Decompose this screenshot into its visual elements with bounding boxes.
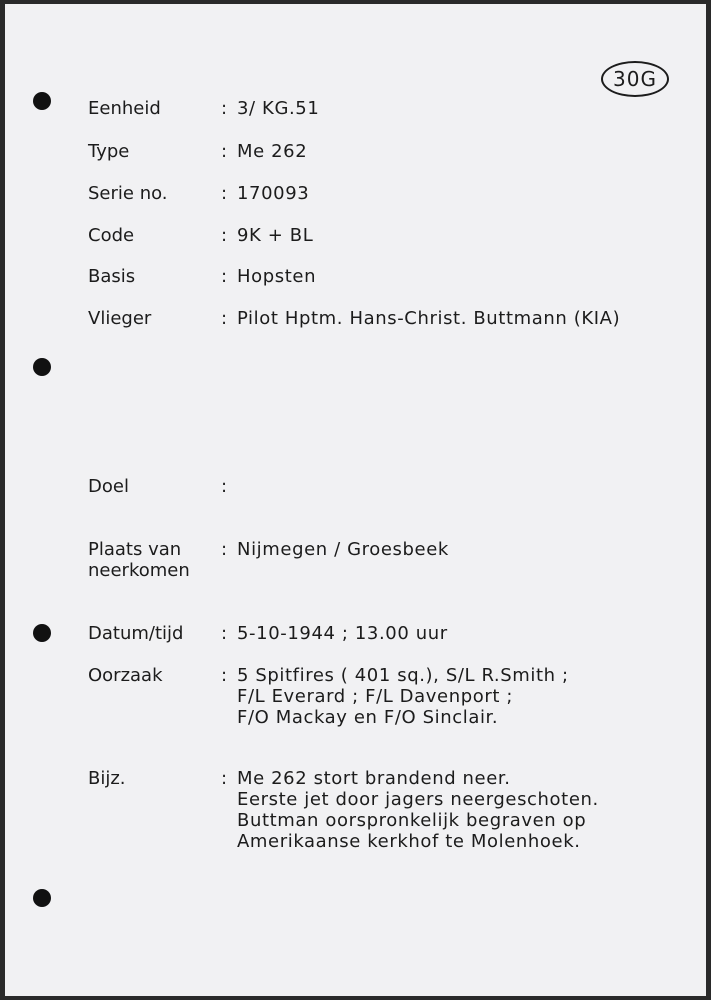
field-value [237, 665, 697, 728]
field-label: Serie no. [88, 183, 168, 204]
field-label: Basis [88, 266, 136, 287]
field-value: Nijmegen / Groesbeek [237, 539, 449, 560]
field-colon: : [221, 308, 228, 329]
field-label: Datum/tijd [88, 623, 184, 644]
field-label [88, 539, 213, 581]
field-label: Code [88, 225, 135, 246]
field-colon: : [221, 183, 228, 204]
field-value-line: Me 262 stort brandend neer. [237, 768, 511, 789]
field-value: 5-10-1944 ; 13.00 uur [237, 623, 448, 644]
field-value: 3/ KG.51 [237, 98, 320, 119]
reference-number: 30G [601, 61, 669, 97]
field-colon: : [221, 141, 228, 162]
field-value: Hopsten [237, 266, 317, 287]
field-value: Me 262 [237, 141, 308, 162]
field-value-line: Buttman oorspronkelijk begraven op [237, 810, 587, 831]
field-colon: : [221, 665, 228, 686]
field-label: Oorzaak [88, 665, 163, 686]
punch-hole [33, 92, 51, 110]
field-value-line: Eerste jet door jagers neergeschoten. [237, 789, 599, 810]
field-value-line: 5 Spitfires ( 401 sq.), S/L R.Smith ; [237, 665, 569, 686]
field-colon: : [221, 768, 228, 789]
field-value-line: F/O Mackay en F/O Sinclair. [237, 707, 499, 728]
field-value: 170093 [237, 183, 310, 204]
field-colon: : [221, 623, 228, 644]
field-label-line: neerkomen [88, 560, 190, 581]
document-page [5, 4, 706, 996]
field-label-line: Plaats van [88, 539, 182, 560]
field-value: 9K + BL [237, 225, 314, 246]
field-value: Pilot Hptm. Hans-Christ. Buttmann (KIA) [237, 308, 621, 329]
field-label: Bijz. [88, 768, 126, 789]
field-label: Vlieger [88, 308, 152, 329]
field-value-line: Amerikaanse kerkhof te Molenhoek. [237, 831, 581, 852]
punch-hole [33, 889, 51, 907]
field-colon: : [221, 98, 228, 119]
field-colon: : [221, 476, 228, 497]
punch-hole [33, 624, 51, 642]
field-colon: : [221, 225, 228, 246]
field-label: Type [88, 141, 130, 162]
field-colon: : [221, 266, 228, 287]
punch-hole [33, 358, 51, 376]
field-label: Eenheid [88, 98, 161, 119]
field-label: Doel [88, 476, 129, 497]
field-value-line: F/L Everard ; F/L Davenport ; [237, 686, 513, 707]
field-value [237, 768, 697, 852]
field-colon: : [221, 539, 228, 560]
